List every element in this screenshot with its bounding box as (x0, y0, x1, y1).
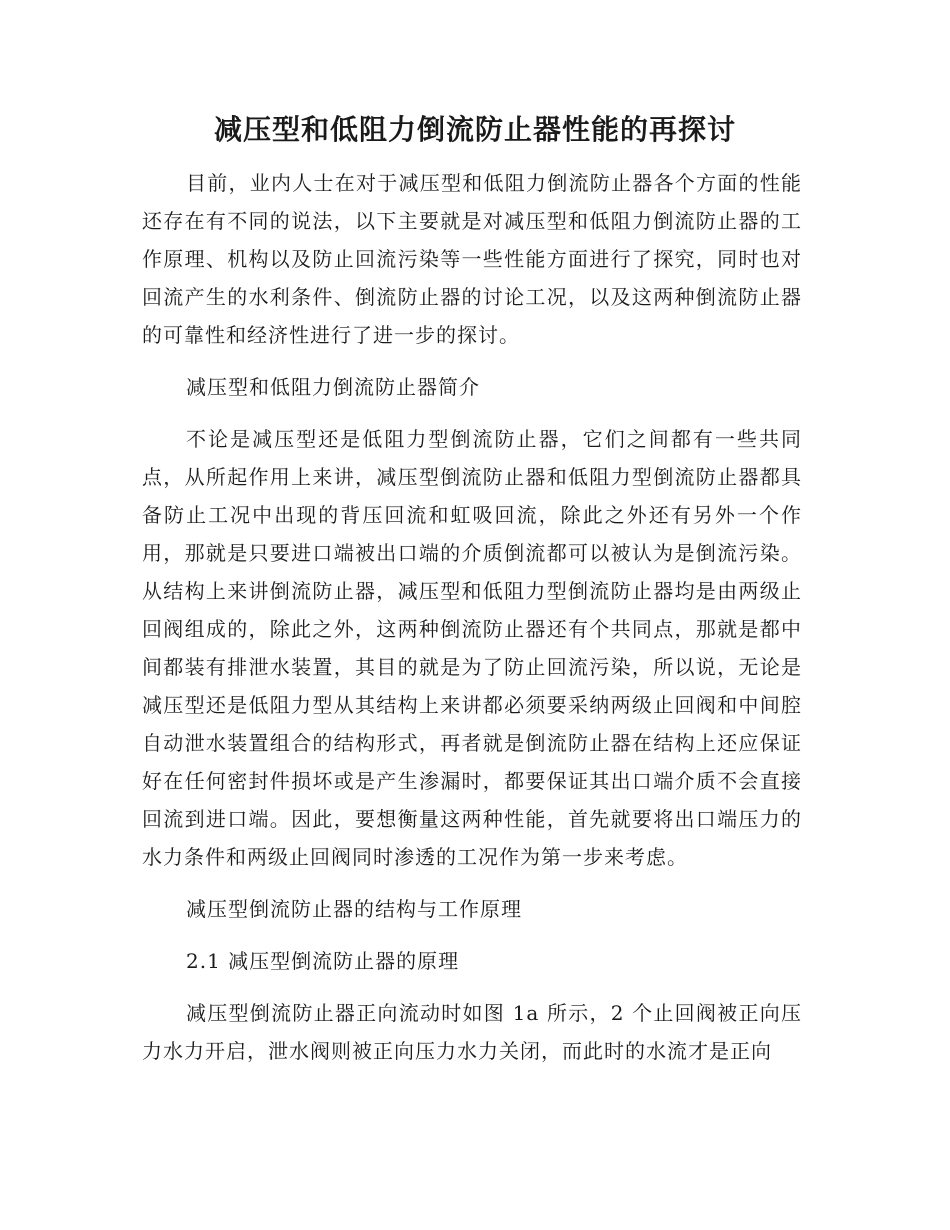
document-title: 减压型和低阻力倒流防止器性能的再探讨 (213, 113, 736, 146)
subsection-heading-principle: 2.1 减压型倒流防止器的原理 (186, 949, 460, 973)
section-heading-intro: 减压型和低阻力倒流防止器简介 (186, 375, 480, 399)
principle-paragraph: 减压型倒流防止器正向流动时如图 1a 所示，2 个止回阀被正向压力水力开启，泄水阀则被正向压力水力关闭，而此时的水流才是正向 (142, 1001, 802, 1063)
common-features-paragraph: 不论是减压型还是低阻力型倒流防止器，它们之间都有一些共同点，从所起作用上来讲，减压型倒流防止器和低阻力型倒流防止器都具备防止工况中出现的背压回流和虹吸回流，除此之外还有另外一个作用，那就是只要进口端被出口端的介质倒流都可以被认为是倒流污染。从结构上来讲倒流防止器，减压型和低阻力型倒流防止器均是由两级止回阀组成的，除此之外，这两种倒流防止器还有个共同点，那就是都中间都装有排泄水装置，其目的就是为了防止回流污染，所以说，无论是减压型还是低阻力型从其结构上来讲都必须要采纳两级止回阀和中间腔自动泄水装置组合的结构形式，再者就是倒流防止器在结构上还应保证好在任何密封件损坏或是产生渗漏时，都要保证其出口端介质不会直接回流到进口端。因此，要想衡量这两种性能，首先就要将出口端压力的水力条件和两级止回阀同时渗透的工况作为第一步来考虑。 (142, 427, 802, 869)
section-heading-structure: 减压型倒流防止器的结构与工作原理 (186, 897, 522, 921)
document-body (142, 164, 802, 1084)
intro-paragraph: 目前，业内人士在对于减压型和低阻力倒流防止器各个方面的性能还存在有不同的说法，以下主要就是对减压型和低阻力倒流防止器的工作原理、机构以及防止回流污染等一些性能方面进行了探究，同时也对回流产生的水利条件、倒流防止器的讨论工况，以及这两种倒流防止器的可靠性和经济性进行了进一步的探讨。 (142, 171, 802, 347)
